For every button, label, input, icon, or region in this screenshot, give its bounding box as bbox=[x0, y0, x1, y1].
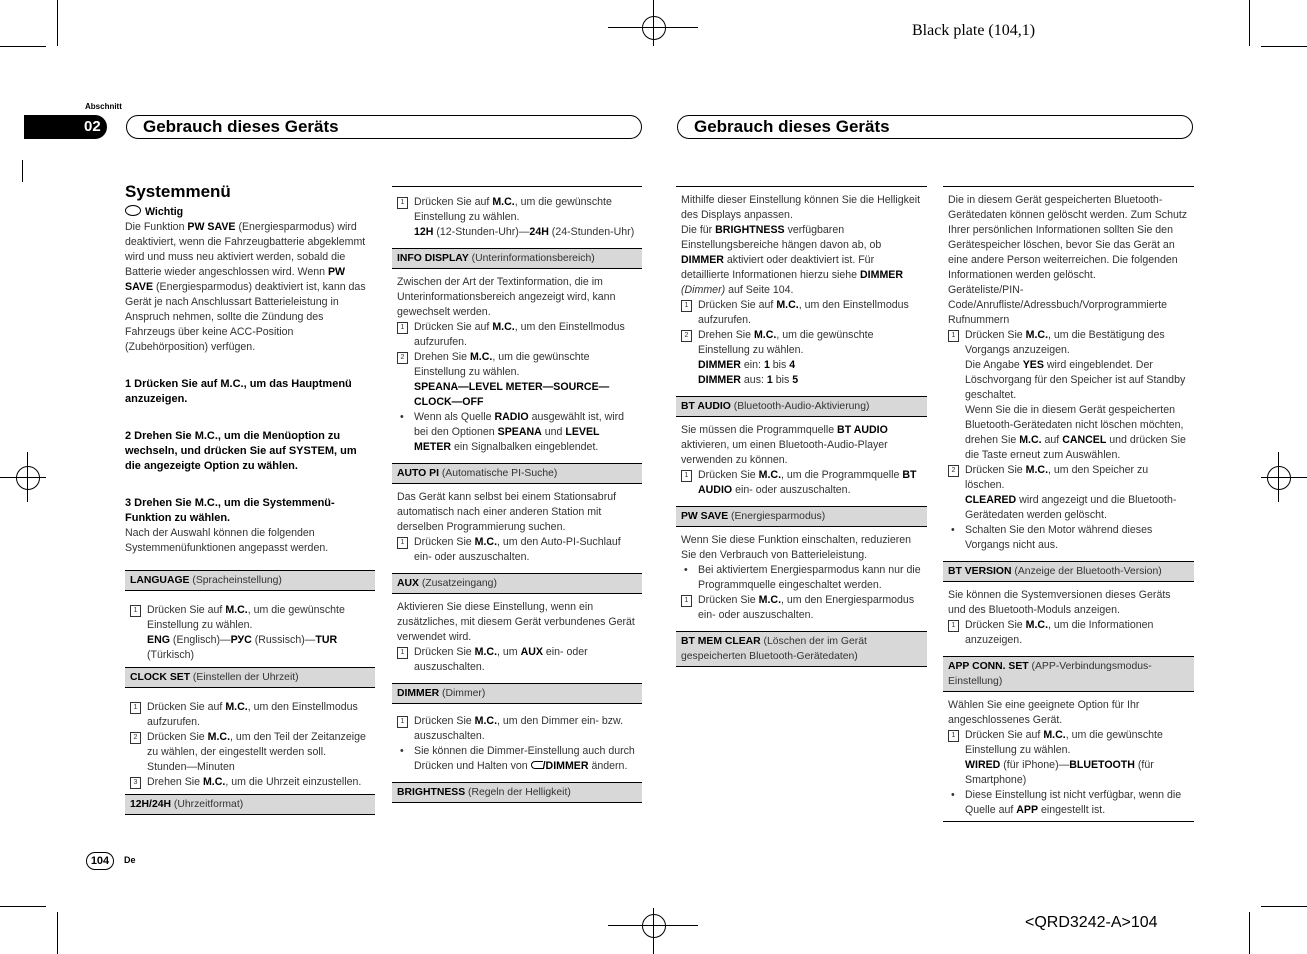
auto-pi-body: Das Gerät kann selbst bei einem Stationsabruf automatisch nach einer anderen Station mit derselben Programmierung suchen. 1 Drücken Sie M.C., um den Auto-PI-Suchlauf ein- oder auszuschalten. bbox=[392, 490, 642, 565]
aux-heading: AUX (Zusatzeingang) bbox=[392, 573, 642, 594]
brightness-body: Mithilfe dieser Einstellung können Sie die Helligkeit des Displays anpassen. Die für BRIGHTNESS verfügbaren Einstellungsbereiche hängen davon ab, ob DIMMER aktiviert oder deaktiviert ist. Für detaillierte Informationen hierzu siehe DIMMER (Dimmer) auf Seite 104. 1 Drücken Sie auf M.C., um den Einstellmodus aufzurufen. 2 Drehen Sie M.C., um die gewünschte Einstellung zu wählen. DIMMER ein: 1 bis 4 DIMMER aus: 1 bis 5 bbox=[681, 194, 921, 386]
bt-mem-clear-heading: BT MEM CLEAR (Löschen der im Gerät gespeicherten Bluetooth-Gerätedaten) bbox=[676, 631, 927, 667]
step-2: 2 Drehen Sie M.C., um die Menüoption zu wechseln, und drücken Sie auf SYSTEM, um die angezeigte Option zu wählen. bbox=[125, 430, 357, 472]
registration-mark bbox=[642, 16, 666, 40]
brightness-heading: BRIGHTNESS (Regeln der Helligkeit) bbox=[392, 782, 642, 803]
language-code: De bbox=[124, 855, 136, 865]
bullet-item: • Bei aktiviertem Energiesparmodus kann nur die Programmquelle eingeschaltet werden. bbox=[681, 563, 922, 593]
language-options: ENG (Englisch)—РУС (Russisch)—TUR (Türkisch) bbox=[147, 634, 338, 661]
list-item: 2 Drehen Sie M.C., um die gewünschte Einstellung zu wählen. bbox=[681, 328, 922, 358]
crop-mark bbox=[57, 0, 58, 46]
bullet-item: • Sie können die Dimmer-Einstellung auch durch Drücken und Halten von /DIMMER ändern. bbox=[397, 744, 637, 774]
section-number-tab bbox=[24, 115, 107, 139]
column-2 bbox=[392, 186, 642, 809]
plate-label: Black plate (104,1) bbox=[912, 22, 1036, 39]
app-conn-heading: APP CONN. SET (APP-Verbindungsmodus-Einstellung) bbox=[943, 656, 1194, 692]
intro-paragraph: Die Funktion PW SAVE (Energiesparmodus) wird deaktiviert, wenn die Fahrzeugbatterie abgeklemmt wird und muss neu aktiviert werden, sobald die Batterie wieder angeschlossen wird. Wenn PW SAVE (Energiesparmodus) deaktiviert ist, kann das Gerät je nach Anschlussart Batterieleistung in Anspruch nehmen, sollte die Zündung des Fahrzeugs über keine ACC-Position (Zubehörposition) verfügen. bbox=[125, 221, 366, 353]
registration-mark bbox=[16, 466, 40, 490]
list-item: 2 Drücken Sie M.C., um den Speicher zu löschen. bbox=[948, 463, 1189, 493]
crop-mark bbox=[0, 477, 46, 478]
step-3: 3 Drehen Sie M.C., um die Systemmenü-Funktion zu wählen. bbox=[125, 497, 335, 524]
list-item: 3 Drehen Sie M.C., um die Uhrzeit einzustellen. bbox=[130, 775, 370, 790]
section-title-left: Gebrauch dieses Geräts bbox=[126, 115, 642, 139]
crop-mark bbox=[0, 906, 46, 907]
column-1 bbox=[125, 184, 375, 821]
clock-options: Stunden—Minuten bbox=[147, 761, 235, 773]
list-item: 1 Drücken Sie M.C., um die Bestätigung des Vorgangs anzuzeigen. bbox=[948, 328, 1189, 358]
bt-version-body: Sie können die Systemversionen dieses Geräts und des Bluetooth-Moduls anzeigen. 1 Drücken Sie M.C., um die Informationen anzuzeigen. bbox=[943, 588, 1194, 648]
list-item: 1 Drücken Sie M.C., um die Informationen anzuzeigen. bbox=[948, 618, 1189, 648]
list-item: 2 Drehen Sie M.C., um die gewünschte Einstellung zu wählen. bbox=[397, 350, 637, 380]
bullet-item: • Wenn als Quelle RADIO ausgewählt ist, wird bei den Optionen SPEANA und LEVEL METER ein Signalbalken eingeblendet. bbox=[397, 410, 637, 455]
list-item: 1 Drücken Sie M.C., um den Energiesparmodus ein- oder auszuschalten. bbox=[681, 593, 922, 623]
column-4 bbox=[943, 186, 1194, 822]
list-item: 1 Drücken Sie auf M.C., um die gewünschte Einstellung zu wählen. bbox=[130, 603, 370, 633]
info-display-heading: INFO DISPLAY (Unterinformationsbereich) bbox=[392, 248, 642, 269]
info-display-options: SPEANA—LEVEL METER—SOURCE—CLOCK—OFF bbox=[414, 381, 610, 408]
time-format-options: 12H (12-Stunden-Uhr)—24H (24-Stunden-Uhr) bbox=[414, 226, 635, 238]
time-format-body bbox=[392, 195, 642, 240]
document-code: <QRD3242-A>104 bbox=[1025, 914, 1158, 931]
bt-audio-body: Sie müssen die Programmquelle BT AUDIO aktivieren, um einen Bluetooth-Audio-Player verwenden zu können. 1 Drücken Sie M.C., um die Programmquelle BT AUDIO ein- oder auszuschalten. bbox=[676, 423, 927, 498]
info-display-body: Zwischen der Art der Textinformation, die im Unterinformationsbereich angezeigt wird, kann gewechselt werden. 1 Drücken Sie auf M.C., um den Einstellmodus aufzurufen. 2 Drehen Sie M.C., um die gewünschte Einstellung zu wählen. SPEANA—LEVEL METER—SOURCE—CLOCK—OFF • Wenn als Quelle RADIO ausgewählt ist, wird bei den Optionen SPEANA und LEVEL METER ein Signalbalken eingeblendet. bbox=[392, 275, 642, 455]
clock-body bbox=[125, 694, 375, 790]
crop-mark bbox=[608, 27, 698, 28]
registration-mark bbox=[1267, 466, 1291, 490]
crop-mark bbox=[608, 925, 698, 926]
list-item: 1 Drücken Sie M.C., um den Dimmer ein- bzw. auszuschalten. bbox=[397, 714, 637, 744]
crop-mark bbox=[1249, 912, 1250, 954]
list-item: 2 Drücken Sie M.C., um den Teil der Zeitanzeige zu wählen, der eingestellt werden soll. bbox=[130, 730, 370, 760]
dimmer-heading: DIMMER (Dimmer) bbox=[392, 683, 642, 704]
list-item: 1 Drücken Sie M.C., um AUX ein- oder auszuschalten. bbox=[397, 645, 637, 675]
list-item: 1 Drücken Sie M.C., um die Programmquelle BT AUDIO ein- oder auszuschalten. bbox=[681, 468, 922, 498]
crop-mark bbox=[22, 160, 23, 182]
crop-mark bbox=[1261, 906, 1307, 907]
crop-mark bbox=[653, 0, 654, 46]
section-number: 02 bbox=[84, 118, 101, 135]
bt-version-heading: BT VERSION (Anzeige der Bluetooth-Version) bbox=[943, 561, 1194, 582]
clock-heading: CLOCK SET (Einstellen der Uhrzeit) bbox=[125, 667, 375, 688]
step-3-text: Nach der Auswahl können die folgenden Systemmenüfunktionen angepasst werden. bbox=[125, 527, 329, 554]
aux-body: Aktivieren Sie diese Einstellung, wenn ein zusätzliches, mit diesem Gerät verbundenes Gerät verwendet wird. 1 Drücken Sie M.C., um AUX ein- oder auszuschalten. bbox=[392, 600, 642, 675]
section-caption: Abschnitt bbox=[85, 102, 122, 111]
list-item: 1 Drücken Sie auf M.C., um die gewünschte Einstellung zu wählen. bbox=[948, 728, 1189, 758]
registration-mark bbox=[642, 914, 666, 938]
crop-mark bbox=[1249, 0, 1250, 46]
crop-mark bbox=[653, 908, 654, 954]
list-item: 1 Drücken Sie auf M.C., um den Einstellmodus aufzurufen. bbox=[681, 298, 922, 328]
app-conn-body: Wählen Sie eine geeignete Option für Ihr angeschlossenes Gerät. 1 Drücken Sie auf M.C., um die gewünschte Einstellung zu wählen. WIRED (für iPhone)—BLUETOOTH (für Smartphone) • Diese Einstellung ist nicht verfügbar, wenn die Quelle auf APP eingestellt ist. bbox=[943, 698, 1194, 818]
page-title: Systemmenü bbox=[125, 182, 231, 201]
important-icon bbox=[125, 205, 141, 216]
crop-mark bbox=[1261, 46, 1307, 47]
auto-pi-heading: AUTO PI (Automatische PI-Suche) bbox=[392, 463, 642, 484]
crop-mark bbox=[0, 46, 46, 47]
crop-mark bbox=[1261, 477, 1307, 478]
bullet-item: • Diese Einstellung ist nicht verfügbar, wenn die Quelle auf APP eingestellt ist. bbox=[948, 788, 1189, 818]
bullet-item: • Schalten Sie den Motor während dieses Vorgangs nicht aus. bbox=[948, 523, 1189, 553]
pw-save-heading: PW SAVE (Energiesparmodus) bbox=[676, 506, 927, 527]
language-body bbox=[125, 597, 375, 663]
list-item: 1 Drücken Sie M.C., um den Auto-PI-Suchlauf ein- oder auszuschalten. bbox=[397, 535, 637, 565]
language-heading: LANGUAGE (Spracheinstellung) bbox=[125, 570, 375, 591]
bt-mem-clear-body: Die in diesem Gerät gespeicherten Bluetooth-Gerätedaten können gelöscht werden. Zum Schutz Ihrer persönlichen Informationen sollten Sie den Gerätespeicher löschen, bevor Sie das Gerät an eine andere Person weiterreichen. Die folgenden Informationen werden gelöscht. Geräteliste/PIN-Code/Anrufliste/Adressbuch/Vorprogrammierte Rufnummern 1 Drücken Sie M.C., um die Bestätigung des Vorgangs anzuzeigen. Die Angabe YES wird eingeblendet. Der Löschvorgang für den Speicher ist auf Standby geschaltet. Wenn Sie die in diesem Gerät gespeicherten Bluetooth-Gerätedaten nicht löschen möchten, drehen Sie M.C. auf CANCEL und drücken Sie die Taste erneut zum Auswählen. 2 Drücken Sie M.C., um den Speicher zu löschen. CLEARED wird angezeigt und die Bluetooth-Gerätedaten werden gelöscht. • Schalten Sie den Motor während dieses Vorgangs nicht aus. bbox=[943, 193, 1194, 553]
important-note: Wichtig bbox=[125, 205, 375, 220]
return-icon bbox=[531, 761, 543, 769]
list-item: 1 Drücken Sie auf M.C., um die gewünschte Einstellung zu wählen. bbox=[397, 195, 637, 225]
list-item: 1 Drücken Sie auf M.C., um den Einstellmodus aufzurufen. bbox=[397, 320, 637, 350]
dimmer-body bbox=[392, 710, 642, 774]
pw-save-body: Wenn Sie diese Funktion einschalten, reduzieren Sie den Verbrauch von Batterieleistung. • Bei aktiviertem Energiesparmodus kann nur die Programmquelle eingeschaltet werden. 1 Drücken Sie M.C., um den Energiesparmodus ein- oder auszuschalten. bbox=[676, 533, 927, 623]
step-1: 1 Drücken Sie auf M.C., um das Hauptmenü anzuzeigen. bbox=[125, 378, 352, 405]
section-title-right: Gebrauch dieses Geräts bbox=[677, 115, 1193, 139]
section-end-rule bbox=[943, 821, 1194, 822]
bt-audio-heading: BT AUDIO (Bluetooth-Audio-Aktivierung) bbox=[676, 396, 927, 417]
time-format-heading: 12H/24H (Uhrzeitformat) bbox=[125, 794, 375, 815]
column-3 bbox=[676, 186, 927, 673]
crop-mark bbox=[57, 912, 58, 954]
page-number: 104 bbox=[86, 852, 114, 870]
list-item: 1 Drücken Sie auf M.C., um den Einstellmodus aufzurufen. bbox=[130, 700, 370, 730]
